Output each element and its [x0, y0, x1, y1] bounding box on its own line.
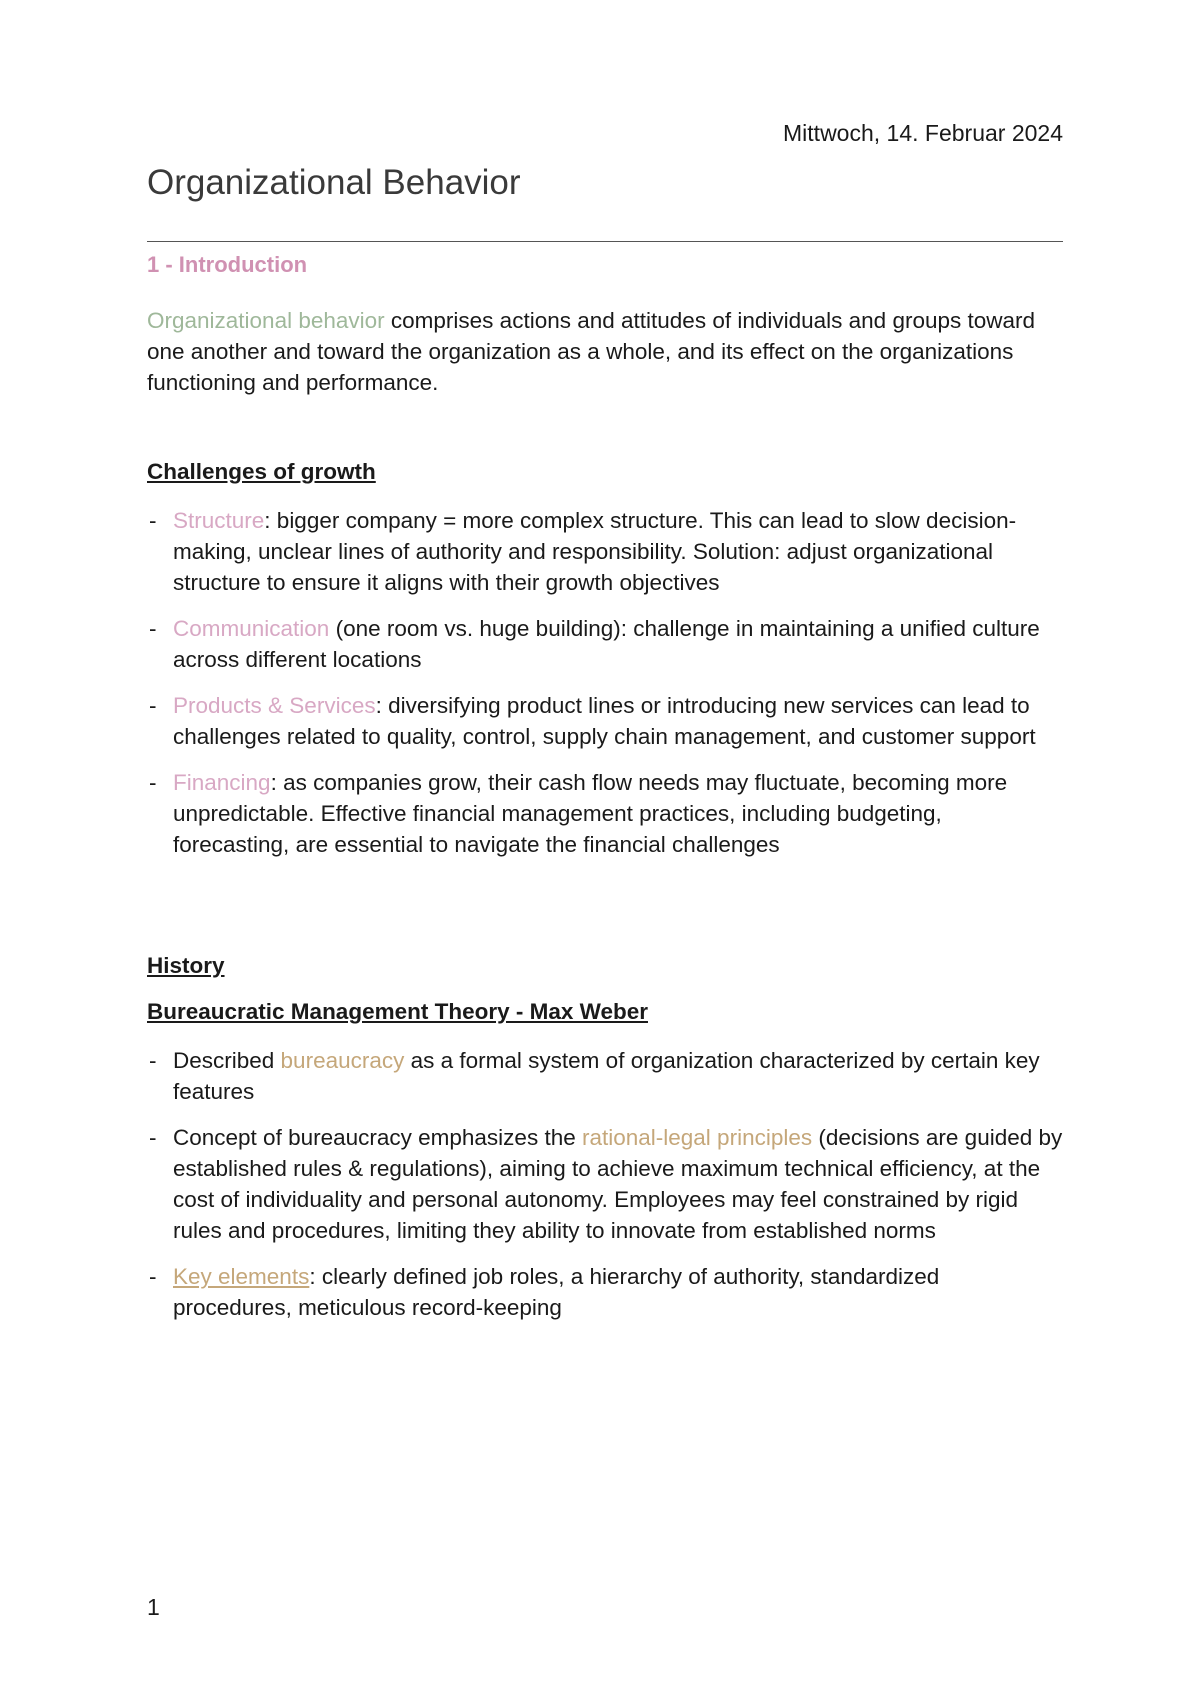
keyword-key-elements: Key elements: [173, 1264, 310, 1289]
list-item-text: : bigger company = more complex structure. This can lead to slow decision-making, unclear lines of authority and responsibility. Solution: adjust organizational structure to ensure it aligns with their growth objectives: [173, 508, 1017, 595]
keyword-products-services: Products & Services: [173, 693, 376, 718]
title-divider: [147, 241, 1063, 242]
list-item-text: : diversifying product lines or introducing new services can lead to challenges related to quality, control, supply chain management, and customer support: [173, 693, 1036, 749]
bureaucratic-theory-heading: Bureaucratic Management Theory - Max Weber: [147, 999, 648, 1024]
keyword-structure: Structure: [173, 508, 265, 533]
intro-paragraph: [147, 305, 1063, 398]
document-date: Mittwoch, 14. Februar 2024: [783, 120, 1063, 146]
list-item-pre: Concept of bureaucracy emphasizes the: [173, 1125, 582, 1150]
list-item-text: (decisions are guided by established rules & regulations), aiming to achieve maximum technical efficiency, at the cost of individuality and personal autonomy. Employees may feel constrained by rigid rules and procedures, limiting they ability to innovate from established norms: [173, 1125, 1063, 1243]
list-item-text: : as companies grow, their cash flow needs may fluctuate, becoming more unpredictable. Effective financial management practices, including budgeting, forecasting, are essential to navigate the financial challenges: [173, 770, 1008, 857]
list-item-text: (one room vs. huge building): challenge in maintaining a unified culture across different locations: [173, 616, 1040, 672]
list-item-text: as a formal system of organization characterized by certain key features: [173, 1048, 1040, 1104]
challenges-heading: Challenges of growth: [147, 459, 376, 484]
list-item: [147, 1122, 1063, 1246]
intro-text: comprises actions and attitudes of individuals and groups toward one another and toward the organization as a whole, and its effect on the organizations functioning and performance.: [147, 308, 1036, 395]
keyword-rational-legal-principles: rational-legal principles: [581, 1125, 813, 1150]
history-heading: History: [147, 953, 225, 978]
keyword-bureaucracy: bureaucracy: [280, 1048, 405, 1073]
keyword-organizational-behavior: Organizational behavior: [147, 308, 385, 333]
list-item: [147, 767, 1063, 860]
list-item: [147, 690, 1063, 752]
history-list: [147, 1045, 1063, 1338]
page-number: 1: [147, 1594, 160, 1620]
keyword-financing: Financing: [173, 770, 271, 795]
keyword-communication: Communication: [173, 616, 330, 641]
list-item: [147, 505, 1063, 598]
document-title: Organizational Behavior: [147, 163, 521, 202]
list-item: [147, 613, 1063, 675]
list-item-pre: Described: [173, 1048, 281, 1073]
challenges-list: [147, 505, 1063, 875]
list-item-text: : clearly defined job roles, a hierarchy of authority, standardized procedures, meticulous record-keeping: [173, 1264, 940, 1320]
list-item: [147, 1261, 1063, 1323]
list-item: [147, 1045, 1063, 1107]
section-heading-introduction: 1 - Introduction: [147, 252, 308, 277]
